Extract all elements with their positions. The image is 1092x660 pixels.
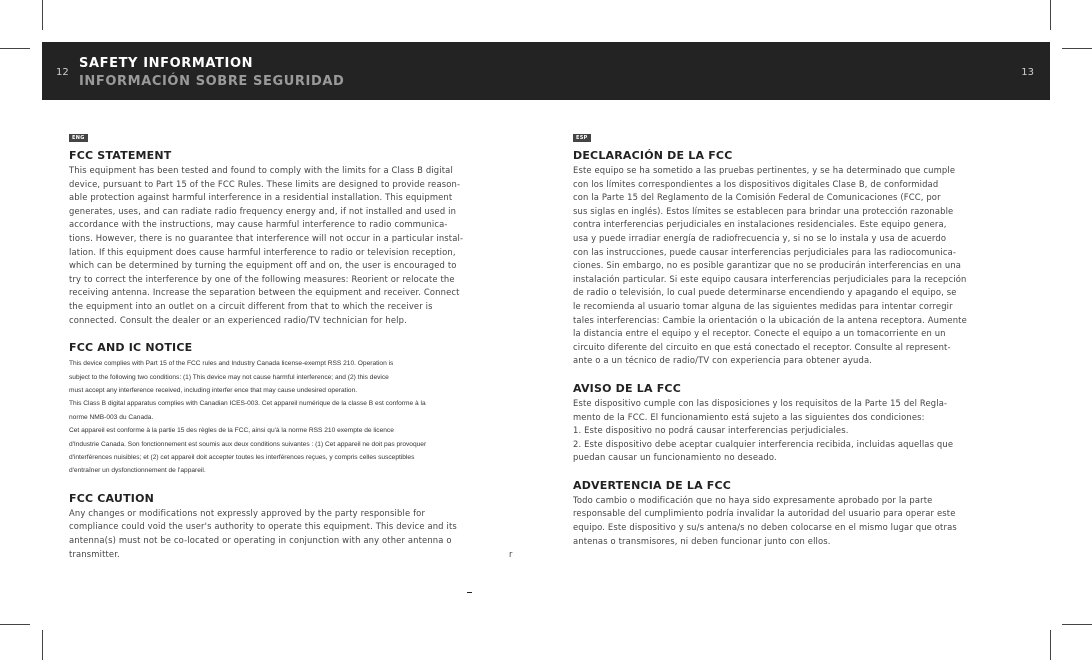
crop-mark (0, 48, 30, 49)
language-badge-eng: ENG (69, 134, 88, 142)
crop-mark (1062, 624, 1092, 625)
crop-mark (1062, 48, 1092, 49)
section-heading: ADVERTENCIA DE LA FCC (573, 478, 732, 492)
section-body: Este dispositivo cumple con las disposiciones y los requisitos de la Parte 15 del Regla- mento de la FCC. El funcionamiento está sujeto a las siguientes dos condiciones: 1. Este dispositivo no podrá causar interferencias perjudiciales. 2. Este dispositivo debe aceptar cualquier interferencia recibida, incluidas aquellas que puedan causar un funcionamiento no deseado. (573, 397, 954, 463)
crop-mark (1050, 0, 1051, 30)
section-body: This device complies with Part 15 of the FCC rules and Industry Canada license-exempt RSS 210. Operation is subject to the following two conditions: (1) This device may not cause harmful interference; and (2) this device must accept any interference received, including interfer ence that may cause undesired operation. This Class B digital apparatus complies with Canadian ICES-003. Cet appareil numérique de la classe B est conforme à la norme NMB-003 du Canada. Cet appareil est conforme à la partie 15 des règles de la FCC, ainsi qu'à la norme RSS 210 exempte de licence d'Industrie Canada. Son fonctionnement est soumis aux deux conditions suivantes : (1) Cet appareil ne doit pas provoquer d'interférences nuisibles; et (2) cet appareil doit accepter toutes les interférences reçues, y compris celles susceptibles d'entraîner un dysfonctionnement de l'appareil. (69, 360, 427, 475)
crop-mark (42, 630, 43, 660)
page-number-left: 12 (56, 67, 69, 78)
header-bar (42, 42, 1050, 100)
crop-mark (42, 0, 43, 30)
page-number-right: 13 (1021, 67, 1034, 78)
spanish-column (573, 124, 1033, 548)
crop-mark (0, 624, 30, 625)
header-title-english: SAFETY INFORMATION (79, 56, 254, 71)
section-body: This equipment has been tested and found to comply with the limits for a Class B digital device, pursuant to Part 15 of the FCC Rules. These limits are designed to provide reason- able protection against harmful interference in a residential installation. This equipment generates, uses, and can radiate radio frequency energy and, if not installed and used in accordance with the instructions, may cause harmful interference to radio communica- tions. However, there is no guarantee that interference will not occur in a particular instal- lation. If this equipment does cause harmful interference to radio or television reception, which can be determined by turning the equipment off and on, the user is encouraged to try to correct the interference by one of the following measures: Reorient or relocate the receiving antenna. Increase the separation between the equipment and receiver. Connect the equipment into an outlet on a circuit different from that to which the receiver is connected. Consult the dealer or an experienced radio/TV technician for help. (69, 165, 464, 325)
section-heading: AVISO DE LA FCC (573, 381, 681, 395)
section-heading: FCC STATEMENT (69, 149, 172, 162)
crop-mark (1050, 630, 1051, 660)
header-title-spanish: INFORMACIÓN SOBRE SEGURIDAD (79, 74, 345, 89)
section-heading: DECLARACIÓN DE LA FCC (573, 149, 733, 162)
section-heading: FCC AND IC NOTICE (69, 341, 193, 355)
english-column (69, 124, 529, 561)
section-body: Todo cambio o modificación que no haya sido expresamente aprobado por la parte responsable del cumplimiento podría invalidar la autoridad del usuario para operar este equipo. Este dispositivo y su/s antena/s no deben colocarse en el mismo lugar que otras antenas o transmisores, ni deben funcionar junto con ellos. (573, 494, 957, 546)
stray-character: r (509, 548, 513, 559)
section-body: Any changes or modifications not expressly approved by the party responsible for compliance could void the user's authority to operate this equipment. This device and its antenna(s) must not be co-located or operating in conjunction with any other antenna o transmitter. (69, 507, 457, 559)
center-mark (467, 592, 472, 593)
section-heading: FCC CAUTION (69, 491, 155, 505)
section-body: Este equipo se ha sometido a las pruebas pertinentes, y se ha determinado que cumple con los límites correspondientes a los dispositivos digitales Clase B, de conformidad con la Parte 15 del Reglamento de la Comisión Federal de Comunicaciones (FCC, por sus siglas en inglés). Estos límites se establecen para brindar una protección razonable contra interferencias perjudiciales en instalaciones residenciales. Este equipo genera, usa y puede irradiar energía de radiofrecuencia y, si no se lo instala y usa de acuerdo con las instrucciones, puede causar interferencias perjudiciales para las radiocomunica- ciones. Sin embargo, no es posible garantizar que no se producirán interferencias en una instalación particular. Si este equipo causara interferencias perjudiciales para la recepción de radio o televisión, lo cual puede determinarse encendiendo y apagando el equipo, se le recomienda al usuario tomar alguna de las siguientes medidas para intentar corregir tales interferencias: Cambie la orientación o la ubicación de la antena receptora. Aumente la distancia entre el equipo y el receptor. Conecte el equipo a un tomacorriente en un circuito diferente del circuito en que está conectado el receptor. Consulte al represent- ante o a un técnico de radio/TV con experiencia para obtener ayuda. (573, 165, 967, 366)
language-badge-esp: ESP (573, 134, 591, 142)
